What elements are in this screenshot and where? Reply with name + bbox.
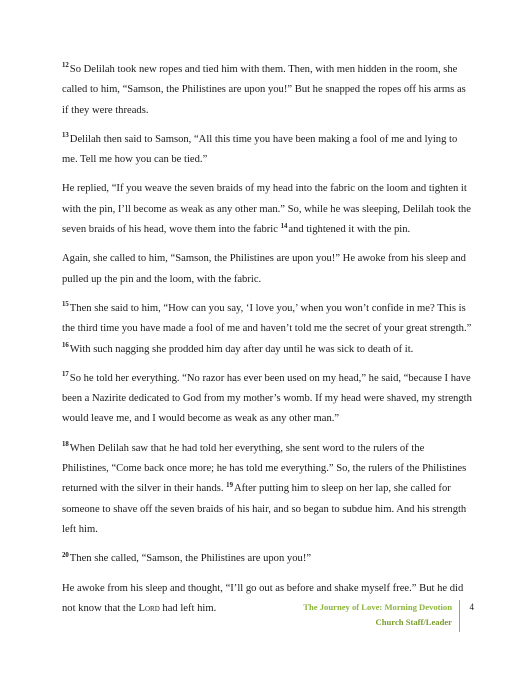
paragraph (62, 549, 472, 569)
verse-number: 16 (62, 342, 69, 350)
verse-text: Again, she called to him, “Samson, the Philistines are upon you!” He awoke from his sleep and pulled up the pin and the loom, with the fabric. (62, 253, 466, 285)
paragraph (62, 299, 472, 360)
paragraph (62, 130, 472, 171)
paragraph (62, 179, 472, 240)
verse-text: Delilah then said to Samson, “All this time you have been making a fool of me and lying to me. Tell me how you can be tied.” (62, 133, 458, 166)
verse-text: With such nagging she prodded him day after day until he was sick to death of it. (69, 343, 414, 355)
verse-number: 14 (280, 222, 288, 230)
verse-number: 13 (62, 132, 69, 140)
verse-text: After putting him to sleep on her lap, she called for someone to shave off the seven braids of his hair, and so began to subdue him. And his strength left him. (62, 483, 467, 535)
footer-subtitle: Church Staff/Leader (375, 617, 452, 627)
page-number: 4 (469, 602, 474, 612)
paragraph (62, 60, 472, 121)
paragraph (62, 249, 472, 290)
verse-text: had left him. (159, 602, 217, 614)
verse-number: 19 (226, 481, 233, 489)
verse-text: So he told her everything. “No razor has ever been used on my head,” he said, “because I have been a Nazirite dedicated to God from my mother’s womb. If my head were shaved, my strength would leave me, and I would become as weak as any other man.” (62, 372, 472, 425)
verse-text: and tightened it with the pin. (288, 224, 411, 236)
verse-text: So Delilah took new ropes and tied him with them. Then, with men hidden in the room, she called to him, “Samson, the Philistines are upon you!” But he snapped the ropes off his arms as if they were threads. (62, 64, 466, 116)
verse-text: Then she said to him, “How can you say, ‘I love you,’ when you won’t confide in me? This is the third time you have made a fool of me and haven’t told me the secret of your great strength.” (62, 302, 472, 335)
paragraph (62, 369, 472, 430)
footer-divider (459, 600, 460, 632)
verse-text: He awoke from his sleep and thought, “I’ll go out as before and shake myself free.” But he did not know that the (62, 582, 464, 614)
verse-number: 20 (62, 551, 69, 559)
verse-number: 17 (62, 371, 69, 379)
verse-text: When Delilah saw that he had told her everything, she sent word to the rulers of the Philistines, “Come back once more; he has told me everything.” So, the rulers of the Philistines returned with the silver in their hands. (62, 442, 467, 495)
verse-number: 15 (62, 301, 69, 309)
paragraph (62, 439, 472, 540)
page-footer (230, 600, 480, 632)
footer-title: The Journey of Love: Morning Devotion (303, 602, 452, 612)
verse-number: 18 (62, 441, 69, 449)
footer-text-block (303, 600, 452, 630)
divine-name: Lord (138, 602, 160, 614)
verse-number: 12 (62, 62, 69, 70)
verse-text: He replied, “If you weave the seven braids of my head into the fabric on the loom and tighten it with the pin, I’ll become as weak as any other man.” So, while he was sleeping, Delilah took the seven braids of his head, wove them into the fabric (62, 183, 471, 236)
scripture-body (62, 60, 472, 628)
verse-text: Then she called, “Samson, the Philistines are upon you!” (69, 553, 312, 565)
